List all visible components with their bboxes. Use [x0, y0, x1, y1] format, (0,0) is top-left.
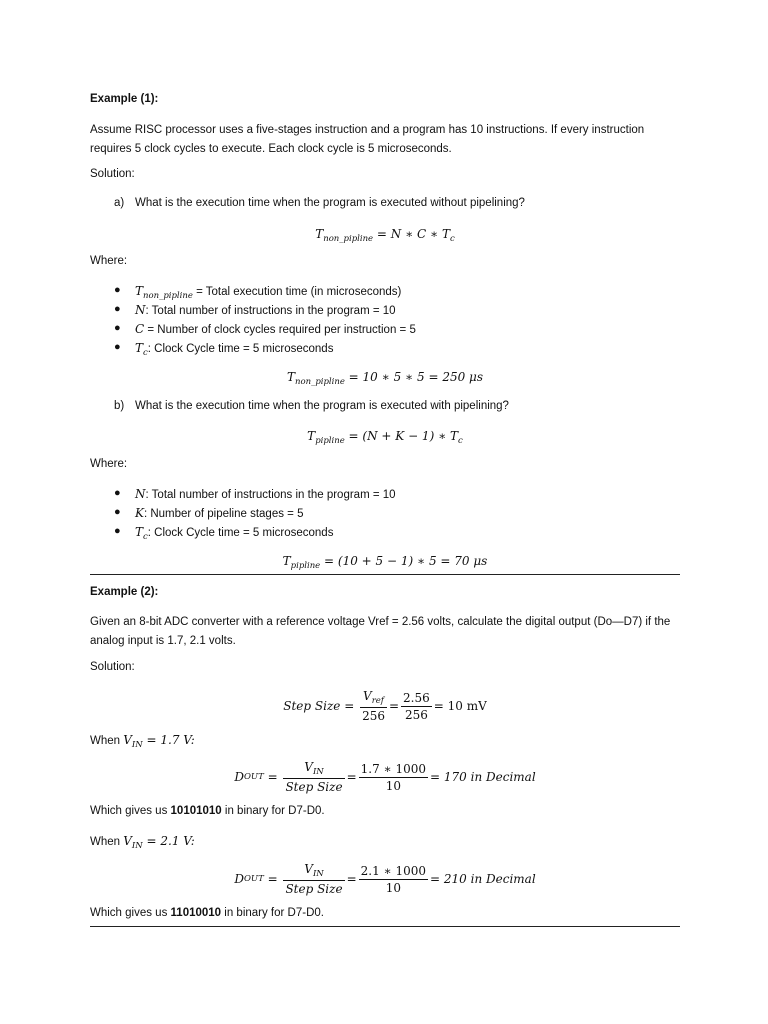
dout-equation-2: D OUT = $\frac{V_{IN}}{\text{Step Size}}$ = $\frac{2.1 ∗ 1000}{10}$ = 210 in Decimal	[234, 862, 536, 896]
example2-solution-label: Solution:	[90, 661, 135, 673]
formula-non-pipeline: $T_{non\_pipline} = N$ ∗ C ∗ $T_c$	[315, 227, 455, 244]
formula-pipeline: $T_{pipline} = (N + K - 1)$ ∗ $T_c$	[307, 429, 463, 446]
bullet-icon: ●	[114, 525, 121, 537]
bullet-icon: ●	[114, 506, 121, 518]
question-a-label: a)	[114, 197, 125, 209]
example2-heading: Example (2):	[90, 586, 159, 598]
example1-intro: Assume RISC processor uses a five-stages instruction and a program has 10 instructions. If every instruction requires 5 clock cycles to execute. Each clock cycle is 5 microseconds.	[90, 124, 645, 155]
bullet-list-b: ● N: Total number of instructions in the program = 10 ● K: Number of pipeline stages = 5 ● $T_c$: Clock Cycle time = 5 microseconds	[114, 487, 396, 542]
binary-result-1: Which gives us 10101010 in binary for D7-D0.	[90, 805, 325, 817]
bullet-icon: ●	[114, 487, 121, 499]
bullet-icon: ●	[114, 341, 121, 353]
result-non-pipeline: $T_{non\_pipline} = 10$ ∗ 5 ∗ 5 = 250 μs	[286, 370, 484, 387]
example1-heading: Example (1):	[90, 93, 159, 105]
when-vin-2-1: When $V_{IN} = 2.1$ V:	[90, 834, 195, 851]
bullet-list-a: ● $T_{non\_pipline}$ = Total execution time (in microseconds) ● N: Total number of instructions in the program = 10 ● C = Number of clock cycles required per instruction = 5 ● $T_c$: Clock Cycle time = 5 microseconds	[114, 284, 416, 358]
result-pipeline: $T_{pipline} = (10 + 5 - 1)$ ∗ 5 = 70 μs	[282, 554, 488, 571]
when-vin-1-7: When $V_{IN} = 1.7$ V:	[90, 733, 195, 750]
where-label-b: Where:	[90, 458, 128, 470]
binary-result-2: Which gives us 11010010 in binary for D7-D0.	[90, 907, 324, 919]
question-b-text: What is the execution time when the program is executed with pipelining?	[135, 400, 509, 412]
bullet-icon: ●	[114, 284, 121, 296]
section-divider	[90, 926, 680, 927]
where-label-a: Where:	[90, 255, 128, 267]
section-divider	[90, 574, 680, 575]
example2-intro: Given an 8-bit ADC converter with a reference voltage Vref = 2.56 volts, calculate the digital output (Do—D7) if the analog input is 1.7, 2.1 volts.	[90, 616, 671, 647]
example1-solution-label: Solution:	[90, 168, 135, 180]
question-a-text: What is the execution time when the program is executed without pipelining?	[135, 197, 525, 209]
step-size-equation: Step Size = $\frac{V_{ref}}{256}$ = $\frac{2.56}{256}$ = 10 mV	[283, 689, 487, 723]
bullet-icon: ●	[114, 303, 121, 315]
question-b-label: b)	[114, 400, 125, 412]
bullet-icon: ●	[114, 322, 121, 334]
dout-equation-1: D OUT = $\frac{V_{IN}}{\text{Step Size}}$ = $\frac{1.7 ∗ 1000}{10}$ = 170 in Decimal	[234, 760, 536, 794]
